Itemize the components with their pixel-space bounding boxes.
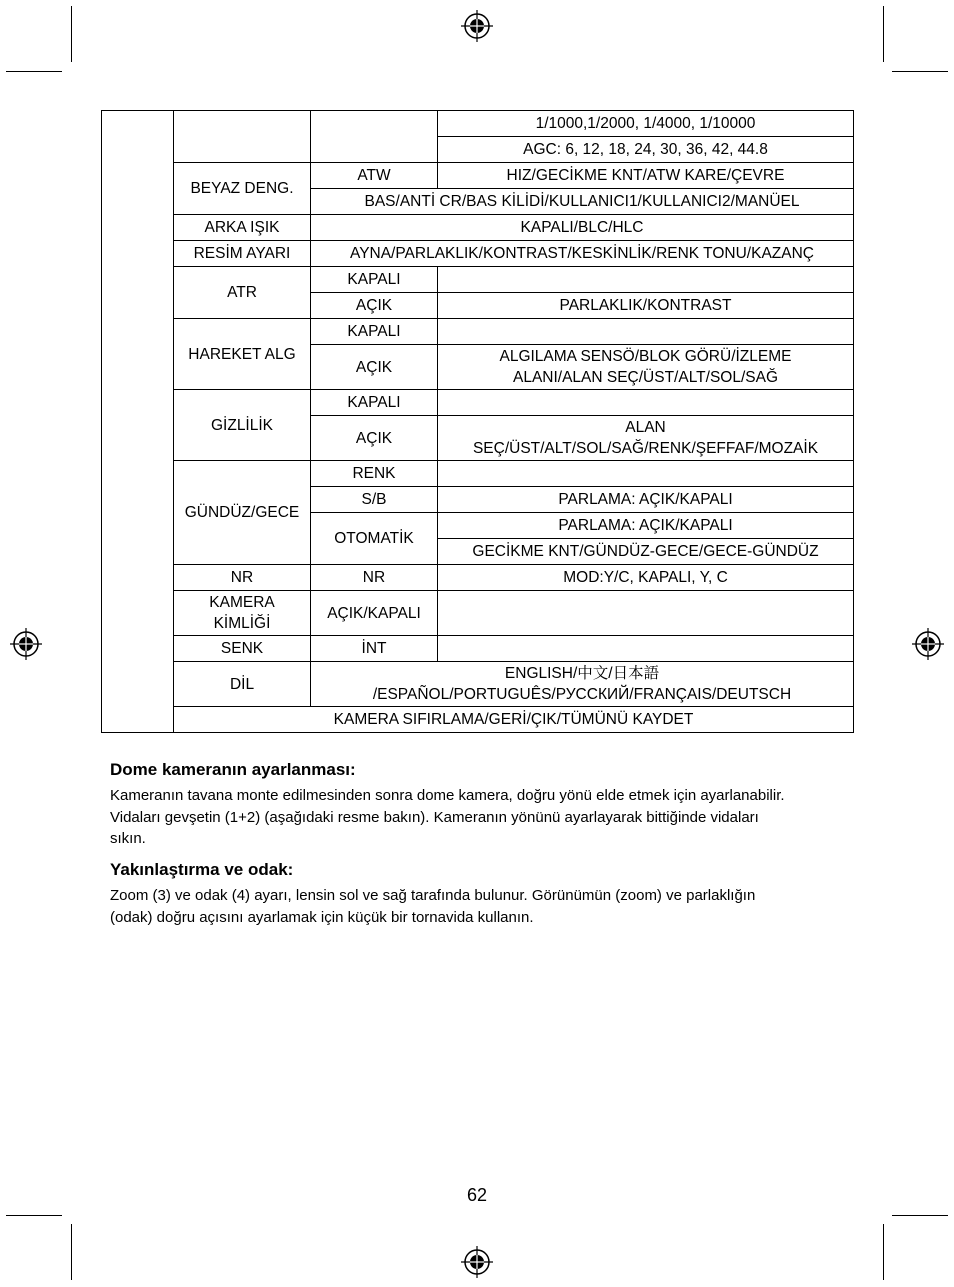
- crop-mark: [6, 71, 62, 72]
- table-row: [102, 662, 854, 707]
- table-row: [102, 111, 854, 137]
- table-cell: [438, 591, 854, 636]
- table-row: [102, 461, 854, 487]
- nr-label: NR: [174, 565, 311, 591]
- daynight-auto-options: PARLAMA: AÇIK/KAPALI: [438, 513, 854, 539]
- table-row: [102, 390, 854, 416]
- crop-mark: [6, 1215, 62, 1216]
- backlight-options: KAPALI/BLC/HLC: [311, 215, 854, 241]
- motion-on-options-line: ALANI/ALAN SEÇ/ÜST/ALT/SOL/SAĞ: [512, 369, 779, 386]
- motion-off: KAPALI: [311, 319, 438, 345]
- table-row: [102, 565, 854, 591]
- paragraph-line: sıkın.: [110, 830, 146, 847]
- table-row: [102, 267, 854, 293]
- crop-mark: [883, 1224, 884, 1280]
- white-balance-atw-options: HIZ/GECİKME KNT/ATW KARE/ÇEVRE: [438, 163, 854, 189]
- crop-mark: [71, 1224, 72, 1280]
- privacy-on-options: [438, 416, 854, 461]
- table-outer-column: [102, 111, 174, 733]
- nr-value: NR: [311, 565, 438, 591]
- paragraph-line: (odak) doğru açısını ayarlamak için küçük bir tornavida kullanın.: [110, 908, 534, 926]
- motion-on: AÇIK: [311, 345, 438, 390]
- privacy-on: AÇIK: [311, 416, 438, 461]
- language-options-line: ENGLISH/中文/日本語: [504, 665, 660, 682]
- language-options-line: /ESPAÑOL/PORTUGUÊS/РУССКИЙ/FRANÇAIS/DEUTSCH: [372, 686, 792, 703]
- table-row: [102, 707, 854, 733]
- atr-on: AÇIK: [311, 293, 438, 319]
- table-row: [102, 163, 854, 189]
- table-row: [102, 636, 854, 662]
- motion-label: HAREKET ALG: [174, 319, 311, 390]
- registration-mark-icon: [461, 10, 493, 42]
- table-cell: [438, 461, 854, 487]
- crop-mark: [71, 6, 72, 62]
- crop-mark: [892, 1215, 948, 1216]
- crop-mark: [883, 6, 884, 62]
- camera-id-label-line: KAMERA: [209, 594, 275, 611]
- backlight-label: ARKA IŞIK: [174, 215, 311, 241]
- table-row: [102, 319, 854, 345]
- registration-mark-icon: [461, 1246, 493, 1278]
- daynight-auto: OTOMATİK: [311, 513, 438, 565]
- agc-values: AGC: 6, 12, 18, 24, 30, 36, 42, 44.8: [438, 137, 854, 163]
- table-cell: [438, 319, 854, 345]
- camera-id-label-line: KİMLİĞİ: [213, 615, 271, 632]
- privacy-on-options-line: SEÇ/ÜST/ALT/SOL/SAĞ/RENK/ŞEFFAF/MOZAİK: [472, 440, 819, 457]
- reset-options: KAMERA SIFIRLAMA/GERİ/ÇIK/TÜMÜNÜ KAYDET: [174, 707, 854, 733]
- white-balance-modes: BAS/ANTİ CR/BAS KİLİDİ/KULLANICI1/KULLANICI2/MANÜEL: [311, 189, 854, 215]
- table-row: [102, 591, 854, 636]
- sync-value: İNT: [311, 636, 438, 662]
- crop-mark: [892, 71, 948, 72]
- table-row: [102, 241, 854, 267]
- section-title: Dome kameranın ayarlanması:: [110, 760, 356, 779]
- white-balance-atw: ATW: [311, 163, 438, 189]
- language-label: DİL: [174, 662, 311, 707]
- daynight-label: GÜNDÜZ/GECE: [174, 461, 311, 565]
- motion-on-options: [438, 345, 854, 390]
- privacy-on-options-line: ALAN: [625, 419, 666, 436]
- atr-label: ATR: [174, 267, 311, 319]
- language-options: [311, 662, 854, 707]
- paragraph-line: Vidaları gevşetin (1+2) (aşağıdaki resme bakın). Kameranın yönünü ayarlayarak bittiğinde vidaları: [110, 808, 759, 826]
- table-cell: [438, 390, 854, 416]
- atr-off: KAPALI: [311, 267, 438, 293]
- table-row: [102, 215, 854, 241]
- privacy-off: KAPALI: [311, 390, 438, 416]
- section-title: Yakınlaştırma ve odak:: [110, 860, 294, 879]
- daynight-bw: S/B: [311, 487, 438, 513]
- daynight-color: RENK: [311, 461, 438, 487]
- page-number: 62: [466, 1185, 488, 1205]
- picture-label: RESİM AYARI: [174, 241, 311, 267]
- table-cell: [438, 636, 854, 662]
- table-cell: [438, 267, 854, 293]
- section-paragraph: [110, 885, 850, 928]
- registration-mark-icon: [10, 628, 42, 660]
- table-cell: [311, 111, 438, 163]
- settings-table: [101, 110, 854, 733]
- paragraph-line: Zoom (3) ve odak (4) ayarı, lensin sol ve sağ tarafında bulunur. Görünümün (zoom) ve parlaklığın: [110, 887, 756, 904]
- camera-id-label: [174, 591, 311, 636]
- privacy-label: GİZLİLİK: [174, 390, 311, 461]
- picture-options: AYNA/PARLAKLIK/KONTRAST/KESKİNLİK/RENK TONU/KAZANÇ: [311, 241, 854, 267]
- atr-on-options: PARLAKLIK/KONTRAST: [438, 293, 854, 319]
- daynight-bw-options: PARLAMA: AÇIK/KAPALI: [438, 487, 854, 513]
- paragraph-line: Kameranın tavana monte edilmesinden sonra dome kamera, doğru yönü elde etmek için ayarlanabilir.: [110, 787, 785, 804]
- motion-on-options-line: ALGILAMA SENSÖ/BLOK GÖRÜ/İZLEME: [499, 348, 792, 365]
- table-cell: [174, 111, 311, 163]
- daynight-auto-options: GECİKME KNT/GÜNDÜZ-GECE/GECE-GÜNDÜZ: [438, 539, 854, 565]
- white-balance-label: BEYAZ DENG.: [174, 163, 311, 215]
- nr-options: MOD:Y/C, KAPALI, Y, C: [438, 565, 854, 591]
- sync-label: SENK: [174, 636, 311, 662]
- shutter-values: 1/1000,1/2000, 1/4000, 1/10000: [438, 111, 854, 137]
- section-paragraph: [110, 785, 850, 850]
- registration-mark-icon: [912, 628, 944, 660]
- camera-id-value: AÇIK/KAPALI: [311, 591, 438, 636]
